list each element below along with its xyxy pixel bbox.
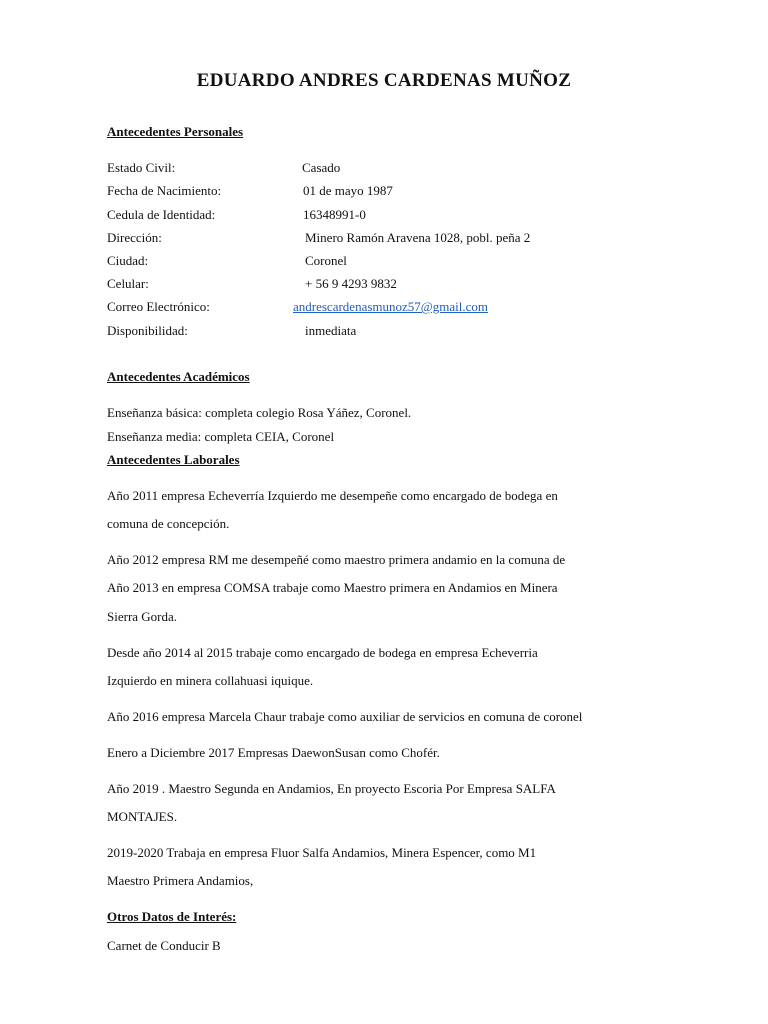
row-value: Coronel — [305, 253, 347, 268]
personal-row-ciudad — [107, 253, 707, 271]
row-label: Celular: — [107, 276, 149, 291]
row-label: Ciudad: — [107, 253, 149, 268]
work-line: Año 2011 empresa Echeverría Izquierdo me desempeñe como encargado de bodega en — [107, 488, 558, 503]
personal-row-celular — [107, 276, 707, 294]
row-label: Correo Electrónico: — [107, 299, 210, 314]
row-label: Estado Civil: — [107, 160, 176, 175]
work-line: Izquierdo en minera collahuasi iquique. — [107, 673, 314, 688]
personal-row-disponibilidad — [107, 323, 707, 341]
row-value: 16348991-0 — [303, 207, 366, 222]
work-line: Año 2016 empresa Marcela Chaur trabaje como auxiliar de servicios en comuna de coronel — [107, 709, 583, 724]
personal-heading: Antecedentes Personales — [107, 124, 244, 139]
personal-row-cedula — [107, 207, 707, 225]
row-value: inmediata — [305, 323, 357, 338]
work-heading: Antecedentes Laborales — [107, 452, 240, 467]
row-label: Disponibilidad: — [107, 323, 188, 338]
work-line: Desde año 2014 al 2015 trabaje como encargado de bodega en empresa Echeverria — [107, 645, 538, 660]
row-label: Dirección: — [107, 230, 162, 245]
work-line: Maestro Primera Andamios, — [107, 873, 254, 888]
work-line: Año 2019 . Maestro Segunda en Andamios, En proyecto Escoria Por Empresa SALFA — [107, 781, 556, 796]
work-line: Sierra Gorda. — [107, 609, 178, 624]
row-value: 01 de mayo 1987 — [303, 183, 393, 198]
row-label: Cedula de Identidad: — [107, 207, 216, 222]
work-line: Enero a Diciembre 2017 Empresas DaewonSusan como Chofér. — [107, 745, 440, 760]
row-value: + 56 9 4293 9832 — [305, 276, 397, 291]
work-line: 2019-2020 Trabaja en empresa Fluor Salfa Andamios, Minera Espencer, como M1 — [107, 845, 537, 860]
personal-row-fecha-nacimiento — [107, 183, 707, 201]
work-line: Año 2013 en empresa COMSA trabaje como Maestro primera en Andamios en Minera — [107, 580, 558, 595]
work-line: comuna de concepción. — [107, 516, 230, 531]
row-value: Casado — [302, 160, 341, 175]
personal-row-correo — [107, 299, 707, 317]
row-label: Fecha de Nacimiento: — [107, 183, 222, 198]
row-value: Minero Ramón Aravena 1028, pobl. peña 2 — [305, 230, 531, 245]
work-line: Año 2012 empresa RM me desempeñé como maestro primera andamio en la comuna de — [107, 552, 566, 567]
personal-row-estado-civil — [107, 160, 707, 178]
academic-line: Enseñanza media: completa CEIA, Coronel — [107, 429, 335, 444]
academic-line: Enseñanza básica: completa colegio Rosa Yáñez, Coronel. — [107, 405, 412, 420]
academic-heading: Antecedentes Académicos — [107, 369, 250, 384]
other-line: Carnet de Conducir B — [107, 938, 221, 953]
other-heading: Otros Datos de Interés: — [107, 909, 237, 924]
personal-row-direccion — [107, 230, 707, 248]
work-line: MONTAJES. — [107, 809, 178, 824]
email-link[interactable]: andrescardenasmunoz57@gmail.com — [293, 299, 488, 314]
page-title: EDUARDO ANDRES CARDENAS MUÑOZ — [196, 70, 572, 91]
